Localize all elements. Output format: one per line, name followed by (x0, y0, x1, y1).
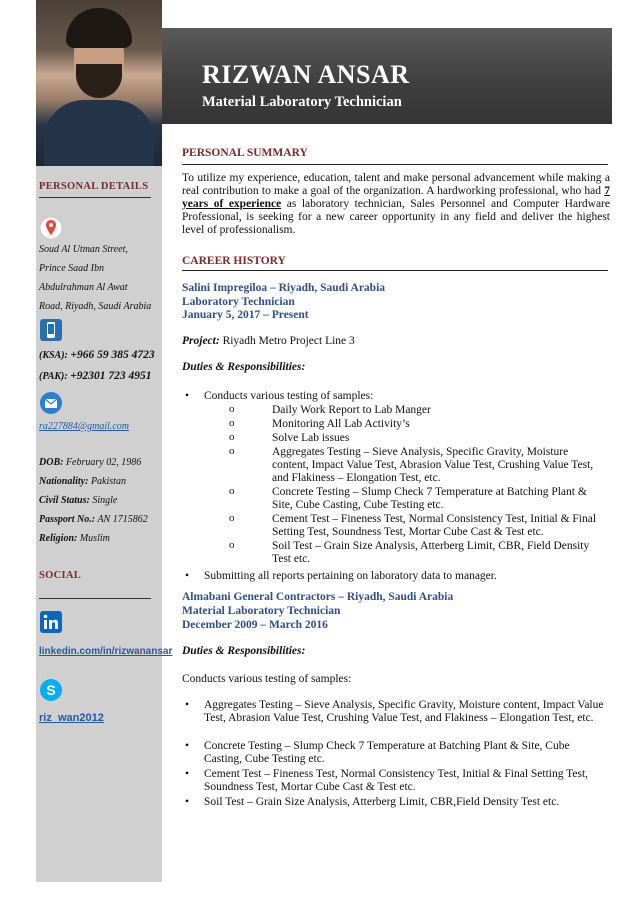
address-line-2: Prince Saad Ibn (39, 263, 104, 274)
job1-sub-item: o Cement Test – Fineness Test, Normal Consistency Test, Initial & Final Setting Test, Soundness Test, Mortar Cube Cast & Test etc. (272, 513, 602, 539)
religion: Religion: Muslim (39, 533, 110, 544)
social-title: SOCIAL (39, 570, 82, 581)
career-title: CAREER HISTORY (182, 255, 286, 267)
address-line-4: Road, Riyadh, Saudi Arabia (39, 301, 152, 312)
job2-intro: Conducts various testing of samples: (182, 673, 352, 685)
job1-company: Salini Impregiloa – Riyadh, Saudi Arabia (182, 282, 386, 294)
job1-sub-item: o Concrete Testing – Slump Check 7 Temperature at Batching Plant & Site, Cube Casting, Cube Testing etc. (272, 486, 602, 512)
job1-duties-label: Duties & Responsibilities: (182, 361, 306, 373)
job2-bullet: • Aggregates Testing – Sieve Analysis, Specific Gravity, Moisture content, Impact Value Test, Abrasion Value Test, Crushing Value Test, and Flakiness – Elongation Test, etc. (204, 699, 606, 725)
job2-bullet: • Soil Test – Grain Size Analysis, Atterberg Limit, CBR,Field Density Test etc. (204, 796, 606, 809)
profile-photo (36, 0, 162, 166)
header-banner (162, 28, 612, 124)
email-icon (39, 391, 63, 415)
divider (182, 270, 608, 271)
phone-icon (39, 318, 63, 342)
summary-title: PERSONAL SUMMARY (182, 147, 308, 159)
location-icon (39, 216, 63, 240)
civil-status: Civil Status: Single (39, 495, 118, 506)
job1-sub-item: o Daily Work Report to Lab Manger (272, 404, 602, 417)
email-link[interactable]: ra227884@gmail.com (39, 421, 130, 432)
job1-sub-item: o Soil Test – Grain Size Analysis, Atterberg Limit, CBR, Field Density Test etc. (272, 540, 602, 566)
job2-dates: December 2009 – March 2016 (182, 619, 328, 631)
candidate-name: RIZWAN ANSAR (202, 60, 410, 89)
job2-bullet: • Concrete Testing – Slump Check 7 Temperature at Batching Plant & Site, Cube Casting, Cube Testing etc. (204, 740, 606, 766)
job1-project: Project: Riyadh Metro Project Line 3 (182, 335, 355, 347)
address-line-1: Soud Al Utman Street, (39, 244, 128, 255)
personal-details-title: PERSONAL DETAILS (39, 181, 149, 192)
job2-position: Material Laboratory Technician (182, 605, 341, 617)
job2-bullet: • Cement Test – Fineness Test, Normal Consistency Test, Initial & Final Setting Test, Soundness Test, Mortar Cube Cast & Test etc. (204, 768, 606, 794)
divider (182, 164, 608, 165)
job1-bullet: • Conducts various testing of samples: (204, 390, 610, 403)
job1-sub-item: o Solve Lab issues (272, 432, 602, 445)
divider (39, 598, 151, 599)
phone-pak: (PAK): +92301 723 4951 (39, 370, 152, 382)
job1-position: Laboratory Technician (182, 296, 295, 308)
summary-text: To utilize my experience, education, talent and make personal advancement while making a real contribution to make a goal of the organization. A hardworking professional, who had 7 years of experience as laboratory technician, Sales Personnel and Computer Hardware Professional, is seeking for a new career opportunity in any field and deliver the highest level of professionalism. (182, 172, 610, 236)
job1-dates: January 5, 2017 – Present (182, 309, 309, 321)
job1-sub-item: o Monitoring All Lab Activity’s (272, 418, 602, 431)
job1-sub-item: o Aggregates Testing – Sieve Analysis, Specific Gravity, Moisture content, Impact Value Test, Abrasion Value Test, Crushing Value Test, and Flakiness – Elongation Test, etc. (272, 446, 602, 485)
linkedin-icon[interactable] (39, 610, 63, 634)
divider (39, 197, 151, 198)
dob: DOB: February 02, 1986 (39, 457, 142, 468)
skype-icon[interactable] (39, 678, 63, 702)
address-line-3: Abdulrahman Al Awat (39, 282, 128, 293)
job1-bullet: • Submitting all reports pertaining on laboratory data to manager. (204, 570, 610, 583)
phone-ksa: (KSA): +966 59 385 4723 (39, 349, 155, 361)
passport: Passport No.: AN 1715862 (39, 514, 148, 525)
job2-company: Almabani General Contractors – Riyadh, Saudi Arabia (182, 591, 454, 603)
skype-link[interactable]: riz_wan2012 (39, 712, 104, 724)
nationality: Nationality: Pakistan (39, 476, 126, 487)
svg-text:S: S (46, 682, 56, 698)
linkedin-link[interactable]: linkedin.com/in/rizwanansar (39, 646, 173, 657)
candidate-role: Material Laboratory Technician (202, 94, 402, 110)
job2-duties-label: Duties & Responsibilities: (182, 645, 306, 657)
